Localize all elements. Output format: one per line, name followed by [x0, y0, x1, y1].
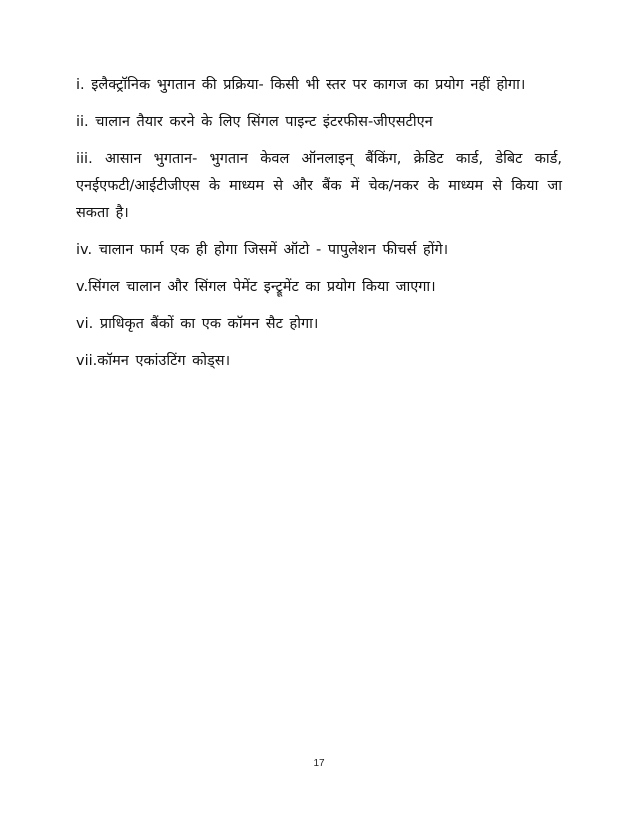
paragraph-item-iii: iii. आसान भुगतान- भुगतान केवल ऑनलाइन् बैंकिंग, क्रेडिट कार्ड, डेबिट कार्ड, एनईएफटी/आईटीजीएस के माध्यम से और बैंक में चेक/नकर के माध्यम से किया जा सकता है।	[76, 151, 562, 221]
paragraph-item-vi: vi. प्राधिकृत बैंकों का एक कॉमन सैट होगा।	[76, 316, 319, 332]
page-number: 17	[313, 758, 325, 769]
paragraph-item-ii: ii. चालान तैयार करने के लिए सिंगल पाइन्ट इंटरफीस-जीएसटीएन	[76, 114, 433, 130]
paragraph-item-i: i. इलैक्ट्रॉनिक भुगतान की प्रक्रिया- किसी भी स्तर पर कागज का प्रयोग नहीं होगा।	[76, 77, 526, 93]
document-body	[76, 72, 562, 385]
paragraph-item-v: v.सिंगल चालान और सिंगल पेमेंट इन्ट्रूमेंट का प्रयोग किया जाएगा।	[76, 279, 436, 295]
paragraph-item-iv: iv. चालान फार्म एक ही होगा जिसमें ऑटो - पापुलेशन फीचर्स होंगे।	[76, 242, 449, 258]
paragraph-item-vii: vii.कॉमन एकांउटिंग कोड्स।	[76, 353, 231, 369]
